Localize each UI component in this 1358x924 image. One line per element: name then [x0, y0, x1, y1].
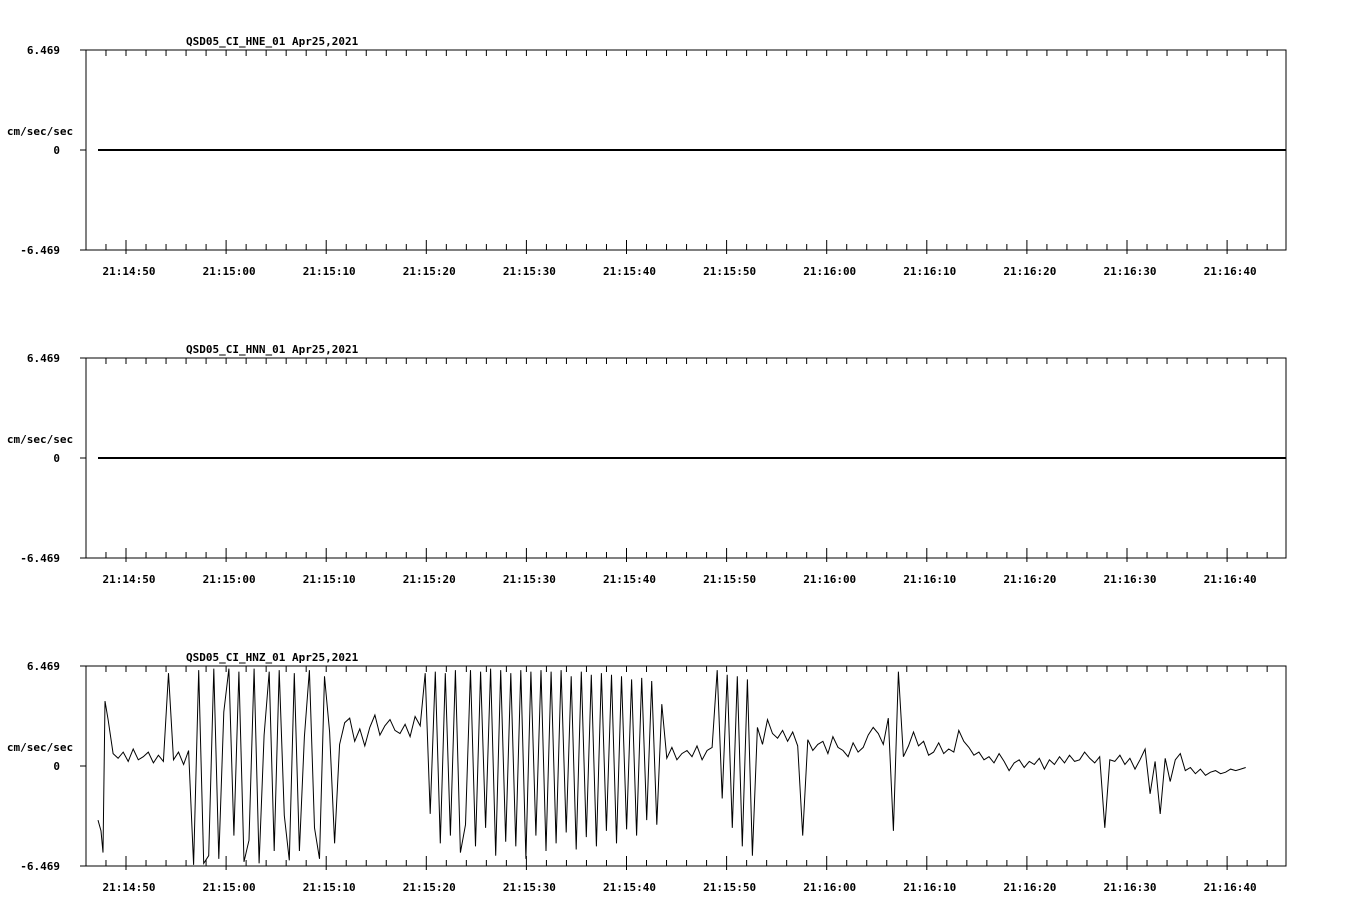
- y-tick-label: 0: [53, 144, 60, 157]
- x-tick-label: 21:15:10: [302, 881, 356, 894]
- x-tick-label: 21:15:30: [502, 573, 556, 586]
- x-tick-label: 21:15:00: [202, 573, 256, 586]
- x-tick-label: 21:15:00: [202, 881, 256, 894]
- x-tick-label: 21:16:30: [1103, 881, 1157, 894]
- x-tick-label: 21:16:40: [1203, 573, 1257, 586]
- x-tick-label: 21:16:20: [1003, 573, 1057, 586]
- x-tick-label: 21:15:20: [402, 573, 456, 586]
- y-tick-label: 0: [53, 760, 60, 773]
- y-axis-label: cm/sec/sec: [6, 741, 74, 754]
- x-tick-label: 21:15:00: [202, 265, 256, 278]
- x-tick-label: 21:16:30: [1103, 265, 1157, 278]
- x-tick-label: 21:15:20: [402, 265, 456, 278]
- x-tick-label: 21:16:40: [1203, 881, 1257, 894]
- plot-frame: [86, 666, 1286, 866]
- y-tick-label: 6.469: [26, 44, 60, 57]
- x-tick-label: 21:15:20: [402, 881, 456, 894]
- x-tick-label: 21:15:40: [603, 573, 656, 586]
- x-tick-label: 21:16:10: [903, 265, 957, 278]
- x-tick-label: 21:16:10: [903, 881, 957, 894]
- y-tick-label: -6.469: [20, 552, 60, 565]
- x-tick-label: 21:16:40: [1203, 265, 1257, 278]
- y-tick-label: 0: [53, 452, 60, 465]
- y-tick-label: 6.469: [26, 352, 60, 365]
- x-tick-label: 21:15:10: [302, 573, 356, 586]
- x-tick-label: 21:16:00: [803, 573, 857, 586]
- x-tick-label: 21:15:40: [603, 881, 656, 894]
- x-tick-label: 21:14:50: [102, 881, 156, 894]
- y-axis-label: cm/sec/sec: [6, 125, 74, 138]
- x-tick-label: 21:16:30: [1103, 573, 1157, 586]
- x-tick-label: 21:15:30: [502, 881, 556, 894]
- y-tick-label: -6.469: [20, 860, 60, 873]
- panel-title: QSD05_CI_HNE_01 Apr25,2021: [186, 35, 359, 48]
- x-tick-label: 21:15:40: [603, 265, 656, 278]
- x-tick-label: 21:15:50: [703, 265, 757, 278]
- panel-title: QSD05_CI_HNN_01 Apr25,2021: [186, 343, 359, 356]
- y-axis-label: cm/sec/sec: [6, 433, 74, 446]
- x-tick-label: 21:14:50: [102, 573, 156, 586]
- x-tick-label: 21:15:30: [502, 265, 556, 278]
- x-tick-label: 21:15:50: [703, 573, 757, 586]
- x-tick-label: 21:14:50: [102, 265, 156, 278]
- y-tick-label: 6.469: [26, 660, 60, 673]
- x-tick-label: 21:16:00: [803, 881, 857, 894]
- x-tick-label: 21:16:10: [903, 573, 957, 586]
- x-tick-label: 21:15:10: [302, 265, 356, 278]
- x-tick-label: 21:16:20: [1003, 881, 1057, 894]
- panel-title: QSD05_CI_HNZ_01 Apr25,2021: [186, 651, 359, 664]
- x-tick-label: 21:15:50: [703, 881, 757, 894]
- x-tick-label: 21:16:00: [803, 265, 857, 278]
- x-tick-label: 21:16:20: [1003, 265, 1057, 278]
- y-tick-label: -6.469: [20, 244, 60, 257]
- waveform-line: [98, 669, 1246, 865]
